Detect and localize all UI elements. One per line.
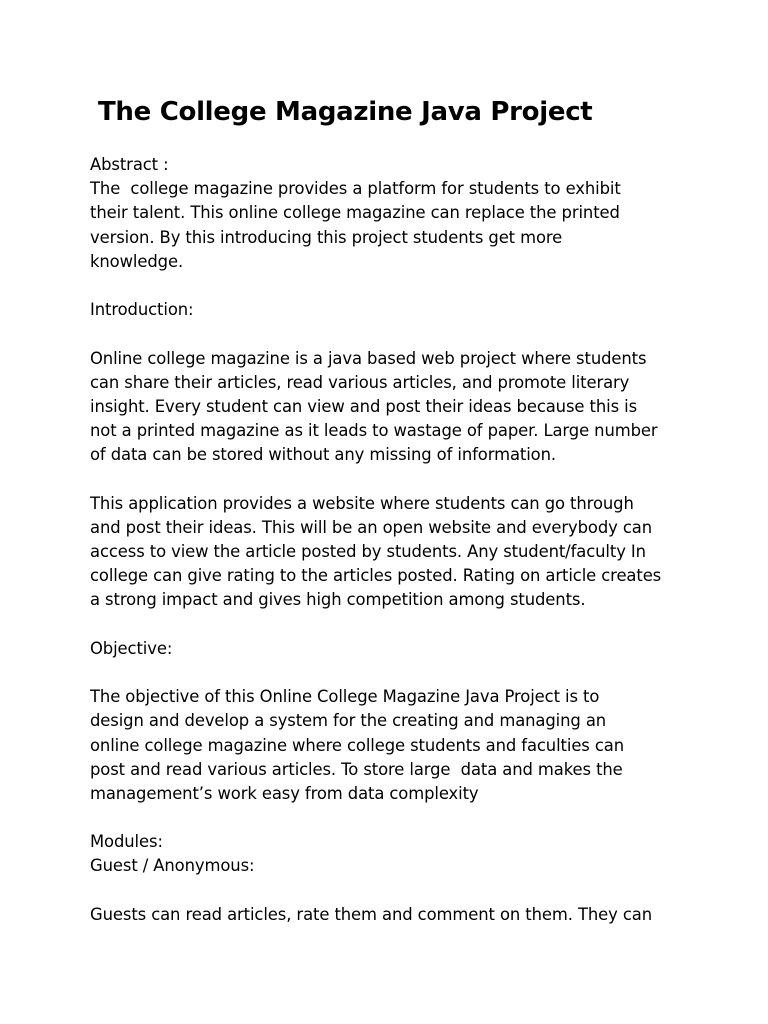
- paragraph-gap: [90, 274, 730, 298]
- introduction-line: This application provides a website where students can go through: [90, 493, 634, 513]
- paragraph-gap: [90, 661, 730, 685]
- objective-line: management’s work easy from data complexity: [90, 783, 479, 803]
- paragraph-gap: [90, 806, 730, 830]
- abstract-line: their talent. This online college magazine can replace the printed: [90, 203, 620, 223]
- paragraph-gap: [90, 322, 730, 346]
- paragraph-gap: [90, 467, 730, 491]
- abstract-line: The college magazine provides a platform for students to exhibit: [90, 179, 621, 199]
- guest-heading: Guest / Anonymous:: [90, 856, 255, 876]
- introduction-heading: Introduction:: [90, 300, 194, 320]
- introduction-line: access to view the article posted by students. Any student/faculty In: [90, 542, 646, 561]
- introduction-line: not a printed magazine as it leads to wastage of paper. Large number: [90, 421, 658, 441]
- abstract-heading: Abstract :: [90, 155, 169, 174]
- introduction-line: Online college magazine is a java based web project where students: [90, 348, 647, 368]
- abstract-line: knowledge.: [90, 251, 184, 271]
- introduction-line: of data can be stored without any missing of information.: [90, 445, 557, 465]
- modules-heading: Modules:: [90, 832, 163, 852]
- introduction-line: insight. Every student can view and post their ideas because this is: [90, 396, 638, 416]
- introduction-line: and post their ideas. This will be an open website and everybody can: [90, 517, 652, 537]
- introduction-line: college can give rating to the articles posted. Rating on article creates: [90, 566, 662, 586]
- objective-line: post and read various articles. To store large data and makes the: [90, 759, 623, 779]
- objective-line: online college magazine where college students and faculties can: [90, 735, 624, 755]
- document-body: [90, 153, 730, 927]
- paragraph-gap: [90, 613, 730, 637]
- objective-line: The objective of this Online College Magazine Java Project is to: [90, 687, 600, 707]
- introduction-line: can share their articles, read various articles, and promote literary: [90, 372, 630, 392]
- paragraph-gap: [90, 879, 730, 903]
- guest-line: Guests can read articles, rate them and comment on them. They can: [90, 904, 652, 924]
- objective-line: design and develop a system for the creating and managing an: [90, 711, 607, 731]
- objective-heading: Objective:: [90, 638, 173, 658]
- abstract-line: version. By this introducing this project students get more: [90, 227, 563, 247]
- document-title: The College Magazine Java Project: [98, 97, 593, 127]
- introduction-line: a strong impact and gives high competition among students.: [90, 590, 586, 610]
